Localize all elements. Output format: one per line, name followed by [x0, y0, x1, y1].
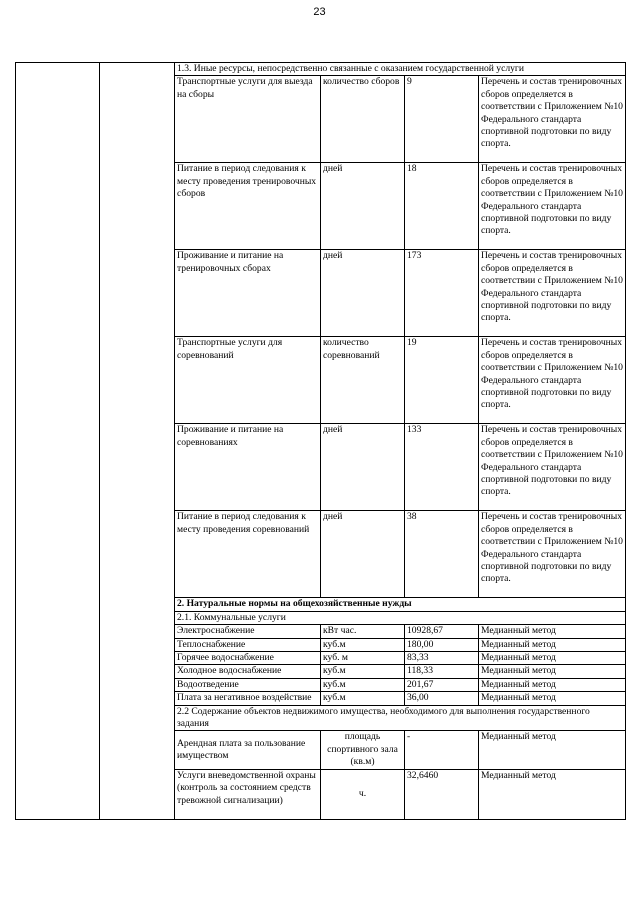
section-natural-norms: 2. Натуральные нормы на общехозяйственные нужды	[175, 598, 626, 611]
utility-name: Электроснабжение	[175, 625, 321, 638]
section-other-resources: 1.3. Иные ресурсы, непосредственно связанные с оказанием государственной услуги	[175, 63, 626, 76]
utility-method: Медианный метод	[479, 665, 626, 678]
utility-name: Водоотведение	[175, 678, 321, 691]
resource-name: Транспортные услуги для соревнований	[175, 337, 321, 424]
resource-value: 9	[405, 76, 479, 163]
resource-name: Транспортные услуги для выезда на сборы	[175, 76, 321, 163]
resource-unit: количество сборов	[321, 76, 405, 163]
resource-value: 38	[405, 511, 479, 598]
utility-method: Медианный метод	[479, 678, 626, 691]
resource-note: Перечень и состав тренировочных сборов определяется в соответствии с Приложением №10 Федерального стандарта спортивной подготовки по виду спорта.	[479, 511, 626, 598]
utility-unit: кВт час.	[321, 625, 405, 638]
real-estate-unit: площадь спортивного зала (кв.м)	[321, 731, 405, 769]
real-estate-method: Медианный метод	[479, 731, 626, 769]
utility-method: Медианный метод	[479, 625, 626, 638]
utility-unit: куб.м	[321, 638, 405, 651]
resource-unit: количество соревнований	[321, 337, 405, 424]
utility-value: 180,00	[405, 638, 479, 651]
resource-name: Проживание и питание на тренировочных сборах	[175, 250, 321, 337]
resource-value: 19	[405, 337, 479, 424]
resource-note: Перечень и состав тренировочных сборов определяется в соответствии с Приложением №10 Федерального стандарта спортивной подготовки по виду спорта.	[479, 337, 626, 424]
utility-value: 36,00	[405, 692, 479, 705]
blank-column-1	[16, 63, 100, 820]
page-number: 23	[313, 6, 326, 18]
section-real-estate: 2.2 Содержание объектов недвижимого имущества, необходимого для выполнения государственного задания	[175, 705, 626, 731]
resource-name: Проживание и питание на соревнованиях	[175, 424, 321, 511]
resource-unit: дней	[321, 250, 405, 337]
utility-name: Плата за негативное воздействие	[175, 692, 321, 705]
resource-note: Перечень и состав тренировочных сборов определяется в соответствии с Приложением №10 Федерального стандарта спортивной подготовки по виду спорта.	[479, 424, 626, 511]
real-estate-name: Услуги вневедомственной охраны (контроль за состоянием средств тревожной сигнализации)	[175, 769, 321, 819]
resource-name: Питание в период следования к месту проведения соревнований	[175, 511, 321, 598]
utility-name: Холодное водоснабжение	[175, 665, 321, 678]
resource-value: 173	[405, 250, 479, 337]
real-estate-method: Медианный метод	[479, 769, 626, 819]
norms-table-body	[16, 63, 626, 820]
real-estate-name: Арендная плата за пользование имуществом	[175, 731, 321, 769]
section-utilities: 2.1. Коммунальные услуги	[175, 611, 626, 624]
resource-value: 18	[405, 163, 479, 250]
utility-value: 201,67	[405, 678, 479, 691]
resource-unit: дней	[321, 424, 405, 511]
utility-method: Медианный метод	[479, 638, 626, 651]
real-estate-value: -	[405, 731, 479, 769]
utility-unit: куб.м	[321, 678, 405, 691]
resource-note: Перечень и состав тренировочных сборов определяется в соответствии с Приложением №10 Федерального стандарта спортивной подготовки по виду спорта.	[479, 163, 626, 250]
utility-value: 83,33	[405, 652, 479, 665]
real-estate-unit: ч.	[321, 769, 405, 819]
utility-unit: куб. м	[321, 652, 405, 665]
resource-unit: дней	[321, 163, 405, 250]
utility-value: 118,33	[405, 665, 479, 678]
utility-method: Медианный метод	[479, 652, 626, 665]
real-estate-value: 32,6460	[405, 769, 479, 819]
utility-method: Медианный метод	[479, 692, 626, 705]
resource-unit: дней	[321, 511, 405, 598]
norms-table	[15, 62, 626, 820]
utility-unit: куб.м	[321, 665, 405, 678]
blank-column-2	[100, 63, 175, 820]
resource-note: Перечень и состав тренировочных сборов определяется в соответствии с Приложением №10 Федерального стандарта спортивной подготовки по виду спорта.	[479, 250, 626, 337]
utility-name: Горячее водоснабжение	[175, 652, 321, 665]
utility-unit: куб.м	[321, 692, 405, 705]
resource-name: Питание в период следования к месту проведения тренировочных сборов	[175, 163, 321, 250]
resource-value: 133	[405, 424, 479, 511]
utility-value: 10928,67	[405, 625, 479, 638]
utility-name: Теплоснабжение	[175, 638, 321, 651]
resource-note: Перечень и состав тренировочных сборов определяется в соответствии с Приложением №10 Федерального стандарта спортивной подготовки по виду спорта.	[479, 76, 626, 163]
